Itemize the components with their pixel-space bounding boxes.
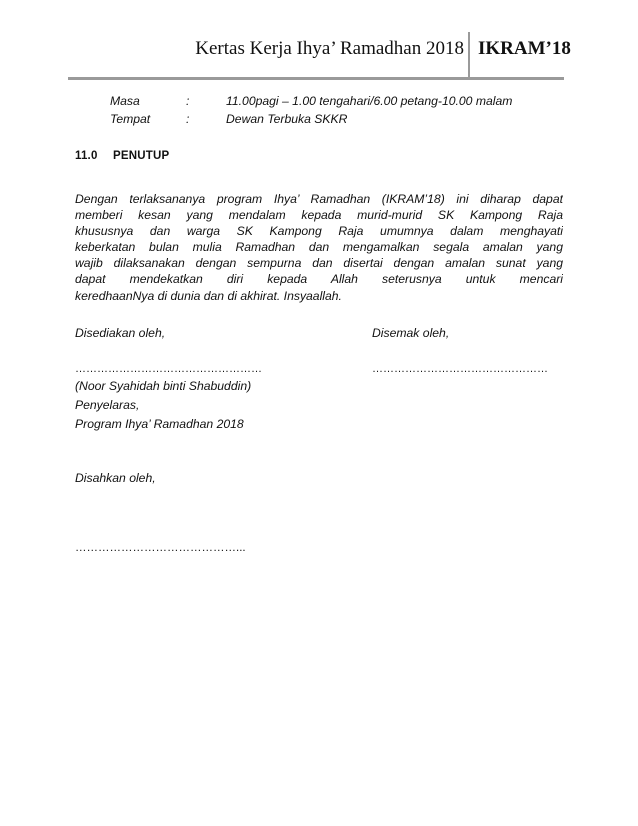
- approved-signature-line: ……………………………………...: [75, 542, 246, 554]
- detail-value: Dewan Terbuka SKKR: [226, 112, 348, 126]
- paragraph-line: memberi kesan yang mendalam kepada murid-murid SK Kampong Raja: [75, 208, 563, 223]
- paragraph-line: Dengan terlaksananya program Ihya’ Ramadhan (IKRAM’18) ini diharap dapat: [75, 192, 563, 206]
- signatory-name: (Noor Syahidah binti Shabuddin): [75, 379, 252, 393]
- prepared-signature-line: ……………………………………………: [75, 363, 262, 375]
- section-title: PENUTUP: [113, 150, 170, 162]
- header-divider-horizontal: [68, 77, 564, 80]
- header-title: Kertas Kerja Ihya’ Ramadhan 2018: [195, 38, 464, 59]
- header-divider-vertical: [468, 32, 470, 80]
- reviewed-signature-line: …………………………………………: [372, 363, 548, 375]
- paragraph-line: keredhaanNya di dunia dan di akhirat. Insyaallah.: [75, 288, 342, 303]
- approved-by-label: Disahkan oleh,: [75, 471, 156, 485]
- detail-label: Tempat: [110, 112, 151, 126]
- header-brand: IKRAM’18: [478, 38, 571, 59]
- signatory-role: Penyelaras,: [75, 398, 140, 412]
- detail-separator: :: [186, 94, 190, 108]
- section-number: 11.0: [75, 150, 98, 162]
- paragraph-line: keberkatan bulan mulia Ramadhan dan mengamalkan segala amalan yang: [75, 240, 563, 255]
- signatory-program: Program Ihya’ Ramadhan 2018: [75, 417, 244, 431]
- detail-separator: :: [186, 112, 190, 126]
- paragraph-line: dapat mendekatkan diri kepada Allah seterusnya untuk mencari: [75, 272, 563, 287]
- paragraph-line: wajib dilaksanakan dengan sempurna dan disertai dengan amalan sunat yang: [75, 256, 563, 271]
- reviewed-by-label: Disemak oleh,: [372, 326, 450, 340]
- detail-value: 11.00pagi – 1.00 tengahari/6.00 petang-10.00 malam: [226, 94, 513, 108]
- paragraph-line: khususnya dan warga SK Kampong Raja umumnya dalam menghayati: [75, 224, 563, 239]
- closing-paragraph: [75, 191, 563, 304]
- section-heading: [75, 150, 169, 162]
- prepared-by-label: Disediakan oleh,: [75, 326, 166, 340]
- detail-label: Masa: [110, 94, 140, 108]
